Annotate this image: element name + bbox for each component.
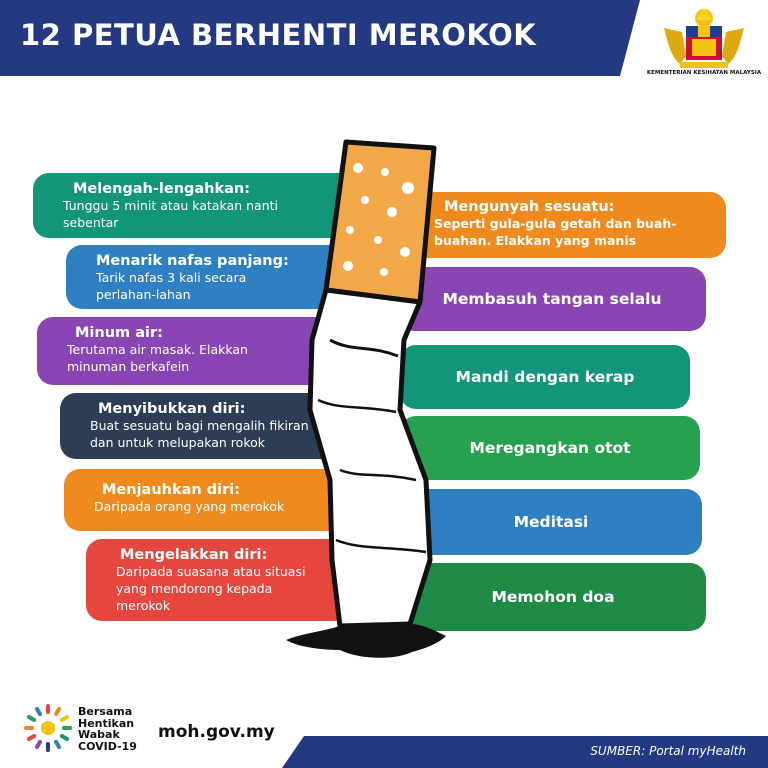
website-link[interactable]: moh.gov.my: [158, 722, 275, 742]
ministry-name: KEMENTERIAN KESIHATAN MALAYSIA: [646, 70, 762, 76]
tip-desc: buahan. Elakkan yang manis: [434, 233, 637, 248]
campaign-line: Bersama: [78, 705, 133, 718]
tip-title: Meregangkan otot: [469, 439, 631, 457]
tip-desc: Tarik nafas 3 kali secara: [96, 270, 247, 285]
tip-title: Menyibukkan diri:: [98, 401, 246, 417]
tip-desc: yang mendorong kepada: [116, 581, 273, 596]
tip-title: Memohon doa: [491, 588, 615, 606]
tip-desc: Daripada orang yang merokok: [94, 499, 285, 514]
campaign-name: [78, 706, 137, 752]
tip-title: Meditasi: [513, 513, 589, 531]
campaign-line: Hentikan: [78, 716, 135, 730]
tip-title: Membasuh tangan selalu: [442, 290, 662, 308]
page-title: 12 PETUA BERHENTI MEROKOK: [20, 18, 537, 52]
tip-title: Menjauhkan diri:: [102, 482, 241, 498]
tip-title: Menarik nafas panjang:: [96, 253, 289, 269]
campaign-line: Wabak: [78, 728, 120, 741]
tip-title: Mengunyah sesuatu:: [444, 199, 615, 215]
tip-desc: Daripada suasana atau situasi: [116, 564, 306, 579]
tip-desc: Tunggu 5 minit atau katakan nanti: [63, 198, 279, 213]
tip-desc: sebentar: [63, 215, 119, 230]
tip-desc: Seperti gula-gula getah dan buah-: [434, 216, 677, 231]
tip-desc: minuman berkafein: [67, 359, 190, 374]
tip-desc: dan untuk melupakan rokok: [90, 435, 265, 450]
campaign-logo-icon: [20, 700, 76, 756]
tip-desc: perlahan-lahan: [96, 287, 191, 302]
source-credit: SUMBER: Portal myHealth: [590, 744, 746, 758]
tip-desc: Terutama air masak. Elakkan: [67, 342, 248, 357]
tip-desc: merokok: [116, 598, 171, 613]
tip-title: Minum air:: [75, 325, 163, 341]
tip-title: Mengelakkan diri:: [120, 547, 268, 563]
tip-desc: Buat sesuatu bagi mengalih fikiran: [90, 418, 309, 433]
campaign-line: COVID-19: [78, 739, 137, 753]
tip-title: Mandi dengan kerap: [455, 368, 635, 386]
tip-title: Melengah-lengahkan:: [73, 181, 251, 197]
